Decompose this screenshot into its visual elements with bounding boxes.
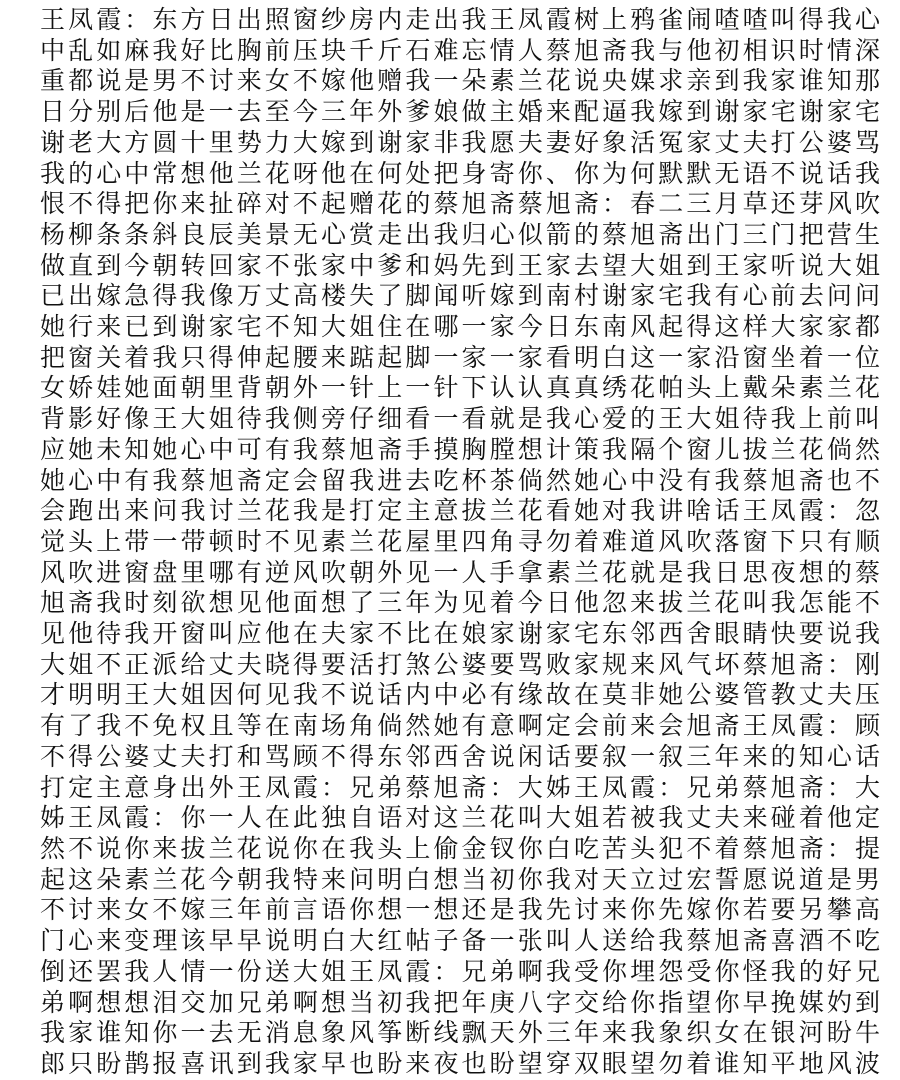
text-line-23: 才明明王大姐因何见我不说话内中必有缘故在莫非她公婆管教丈夫压 xyxy=(40,680,880,710)
text-line-31: 门心来变理该早早说明白大红帖子备一张叫人送给我蔡旭斋喜酒不吃 xyxy=(40,926,880,956)
text-line-13: 女娇娃她面朝里背朝外一针上一针下认认真真绣花帕头上戴朵素兰花 xyxy=(40,373,880,403)
text-line-15: 应她未知她心中可有我蔡旭斋手摸胸膛想计策我隔个窗儿拔兰花倘然 xyxy=(40,434,880,464)
text-line-25: 不得公婆丈夫打和骂顾不得东邻西舍说闲话要叙一叙三年来的知心话 xyxy=(40,741,880,771)
text-line-7: 恨不得把你来扯碎对不起赠花的蔡旭斋蔡旭斋：春二三月草还芽风吹 xyxy=(40,189,880,219)
text-line-30: 不讨来女不嫁三年前言语你想一想还是我先讨来你先嫁你若要另攀高 xyxy=(40,895,880,925)
text-line-33: 弟啊想想泪交加兄弟啊想当初我把年庚八字交给你指望你早挽媒妁到 xyxy=(40,987,880,1017)
text-line-10: 已出嫁急得我像万丈高楼失了脚闻听嫁到南村谢家宅我有心前去问问 xyxy=(40,281,880,311)
text-line-22: 大姐不正派给丈夫晓得要活打煞公婆要骂败家规来风气坏蔡旭斋：刚 xyxy=(40,649,880,679)
text-line-21: 见他待我开窗叫应他在夫家不比在娘家谢家宅东邻西舍眼睛快要说我 xyxy=(40,619,880,649)
text-line-1: 王凤霞：东方日出照窗纱房内走出我王凤霞树上鸦雀闹喳喳叫得我心 xyxy=(40,5,880,34)
text-line-32: 倒还罢我人情一份送大姐王凤霞：兄弟啊我受你埋怨受你怪我的好兄 xyxy=(40,956,880,986)
document-page xyxy=(40,5,880,1080)
text-line-27: 姊王凤霞：你一人在此独自语对这兰花叫大姐若被我丈夫来碰着他定 xyxy=(40,803,880,833)
text-line-2: 中乱如麻我好比胸前压块千斤石难忘情人蔡旭斋我与他初相识时情深 xyxy=(40,35,880,65)
text-line-35: 郎只盼鹊报喜讯到我家早也盼来夜也盼望穿双眼望勿着谁知平地风波 xyxy=(40,1048,880,1078)
text-line-5: 谢老大方圆十里势力大嫁到谢家非我愿夫妻好象活冤家丈夫打公婆骂 xyxy=(40,127,880,157)
text-line-17: 会跑出来问我讨兰花我是打定主意拔兰花看她对我讲啥话王凤霞：忽 xyxy=(40,496,880,526)
text-line-19: 风吹进窗盘里哪有逆风吹朝外见一人手拿素兰花就是我日思夜想的蔡 xyxy=(40,557,880,587)
text-line-6: 我的心中常想他兰花呀他在何处把身寄你、你为何默默无语不说话我 xyxy=(40,158,880,188)
text-line-18: 觉头上带一带顿时不见素兰花屋里四角寻勿着难道风吹落窗下只有顺 xyxy=(40,526,880,556)
text-line-4: 日分别后他是一去至今三年外爹娘做主婚来配逼我嫁到谢家宅谢家宅 xyxy=(40,97,880,127)
text-line-3: 重都说是男不讨来女不嫁他赠我一朵素兰花说央媒求亲到我家谁知那 xyxy=(40,66,880,96)
text-line-12: 把窗关着我只得伸起腰来踮起脚一家一家看明白这一家沿窗坐着一位 xyxy=(40,342,880,372)
text-line-9: 做直到今朝转回家不张家中爹和妈先到王家去望大姐到王家听说大姐 xyxy=(40,250,880,280)
text-line-20: 旭斋我时刻欲想见他面想了三年为见着今日他忽来拔兰花叫我怎能不 xyxy=(40,588,880,618)
text-line-29: 起这朵素兰花今朝我特来问明白想当初你我对天立过宏誓愿说道是男 xyxy=(40,864,880,894)
text-line-11: 她行来已到谢家宅不知大姐住在哪一家今日东南风起得这样大家家都 xyxy=(40,312,880,342)
text-line-16: 她心中有我蔡旭斋定会留我进去吃杯茶倘然她心中没有我蔡旭斋也不 xyxy=(40,465,880,495)
text-line-26: 打定主意身出外王凤霞：兄弟蔡旭斋：大姊王凤霞：兄弟蔡旭斋：大 xyxy=(40,772,880,802)
text-line-24: 有了我不免权且等在南场角倘然她有意啊定会前来会旭斋王凤霞：顾 xyxy=(40,711,880,741)
text-line-8: 杨柳条条斜良辰美景无心赏走出我归心似箭的蔡旭斋出门三门把营生 xyxy=(40,219,880,249)
text-line-34: 我家谁知你一去无消息象风筝断线飘天外三年来我象织女在银河盼牛 xyxy=(40,1018,880,1048)
text-line-14: 背影好像王大姐待我侧旁仔细看一看就是我心爱的王大姐待我上前叫 xyxy=(40,404,880,434)
text-line-28: 然不说你来拔兰花说你在我头上偷金钗你白吃苦头犯不着蔡旭斋：提 xyxy=(40,833,880,863)
